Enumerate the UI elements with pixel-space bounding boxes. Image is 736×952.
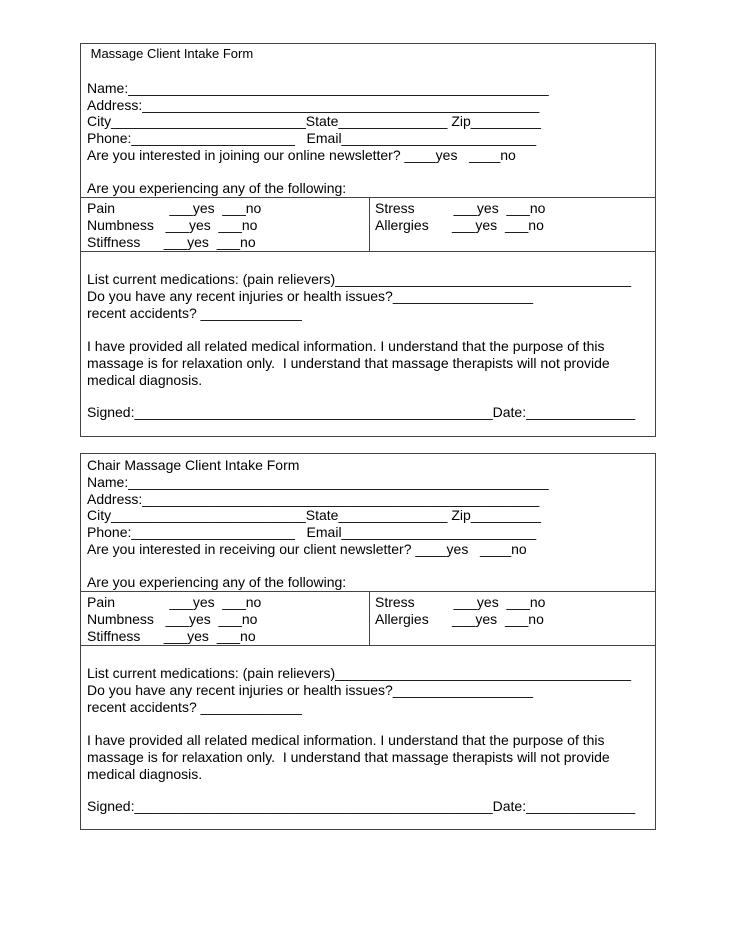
symptom-stress[interactable]: Stress ___yes ___no [375,200,546,216]
statement-line: medical diagnosis. [87,766,203,782]
form-title: Massage Client Intake Form [87,46,254,61]
column-divider [369,197,370,251]
section-divider [81,645,655,646]
name-field[interactable]: Name:______________________________________________________ [87,80,549,96]
phone-email-field[interactable]: Phone:_____________________ Email_________________________ [87,524,537,540]
form-title: Chair Massage Client Intake Form [87,457,300,473]
symptom-stress[interactable]: Stress ___yes ___no [375,594,546,610]
statement-line: massage is for relaxation only. I understand that massage therapists will not provide [87,749,610,765]
statement-line: medical diagnosis. [87,372,203,388]
accidents-field[interactable]: recent accidents? _____________ [87,305,302,321]
city-state-zip-field[interactable]: City_________________________State______________ Zip_________ [87,113,541,129]
symptom-numbness[interactable]: Numbness ___yes ___no [87,217,258,233]
section-divider [81,591,655,592]
section-divider [81,197,655,198]
column-divider [369,591,370,645]
section-divider [81,251,655,252]
address-field[interactable]: Address:___________________________________________________ [87,97,540,113]
signature-date-field[interactable]: Signed:______________________________________________Date:______________ [87,404,636,420]
statement-line: I have provided all related medical information. I understand that the purpose of this [87,732,605,748]
symptom-numbness[interactable]: Numbness ___yes ___no [87,611,258,627]
newsletter-question[interactable]: Are you interested in receiving our client newsletter? ____yes ____no [87,541,527,557]
medications-field[interactable]: List current medications: (pain relievers)______________________________________ [87,665,632,681]
injuries-field[interactable]: Do you have any recent injuries or health issues?__________________ [87,682,533,698]
medications-field[interactable]: List current medications: (pain relievers)______________________________________ [87,271,632,287]
symptom-pain[interactable]: Pain ___yes ___no [87,200,262,216]
symptom-pain[interactable]: Pain ___yes ___no [87,594,262,610]
signature-date-field[interactable]: Signed:______________________________________________Date:______________ [87,798,636,814]
experiencing-heading: Are you experiencing any of the following: [87,180,347,196]
accidents-field[interactable]: recent accidents? _____________ [87,699,302,715]
statement-line: I have provided all related medical information. I understand that the purpose of this [87,338,605,354]
name-field[interactable]: Name:______________________________________________________ [87,474,549,490]
address-field[interactable]: Address:___________________________________________________ [87,491,540,507]
symptom-stiffness[interactable]: Stiffness ___yes ___no [87,234,256,250]
massage-intake-form [80,43,656,437]
experiencing-heading: Are you experiencing any of the following: [87,574,347,590]
chair-massage-intake-form [80,453,656,830]
symptom-allergies[interactable]: Allergies ___yes ___no [375,611,544,627]
newsletter-question[interactable]: Are you interested in joining our online newsletter? ____yes ____no [87,147,516,163]
symptom-allergies[interactable]: Allergies ___yes ___no [375,217,544,233]
phone-email-field[interactable]: Phone:_____________________ Email_________________________ [87,130,537,146]
symptom-stiffness[interactable]: Stiffness ___yes ___no [87,628,256,644]
injuries-field[interactable]: Do you have any recent injuries or health issues?__________________ [87,288,533,304]
city-state-zip-field[interactable]: City_________________________State______________ Zip_________ [87,507,541,523]
statement-line: massage is for relaxation only. I understand that massage therapists will not provide [87,355,610,371]
